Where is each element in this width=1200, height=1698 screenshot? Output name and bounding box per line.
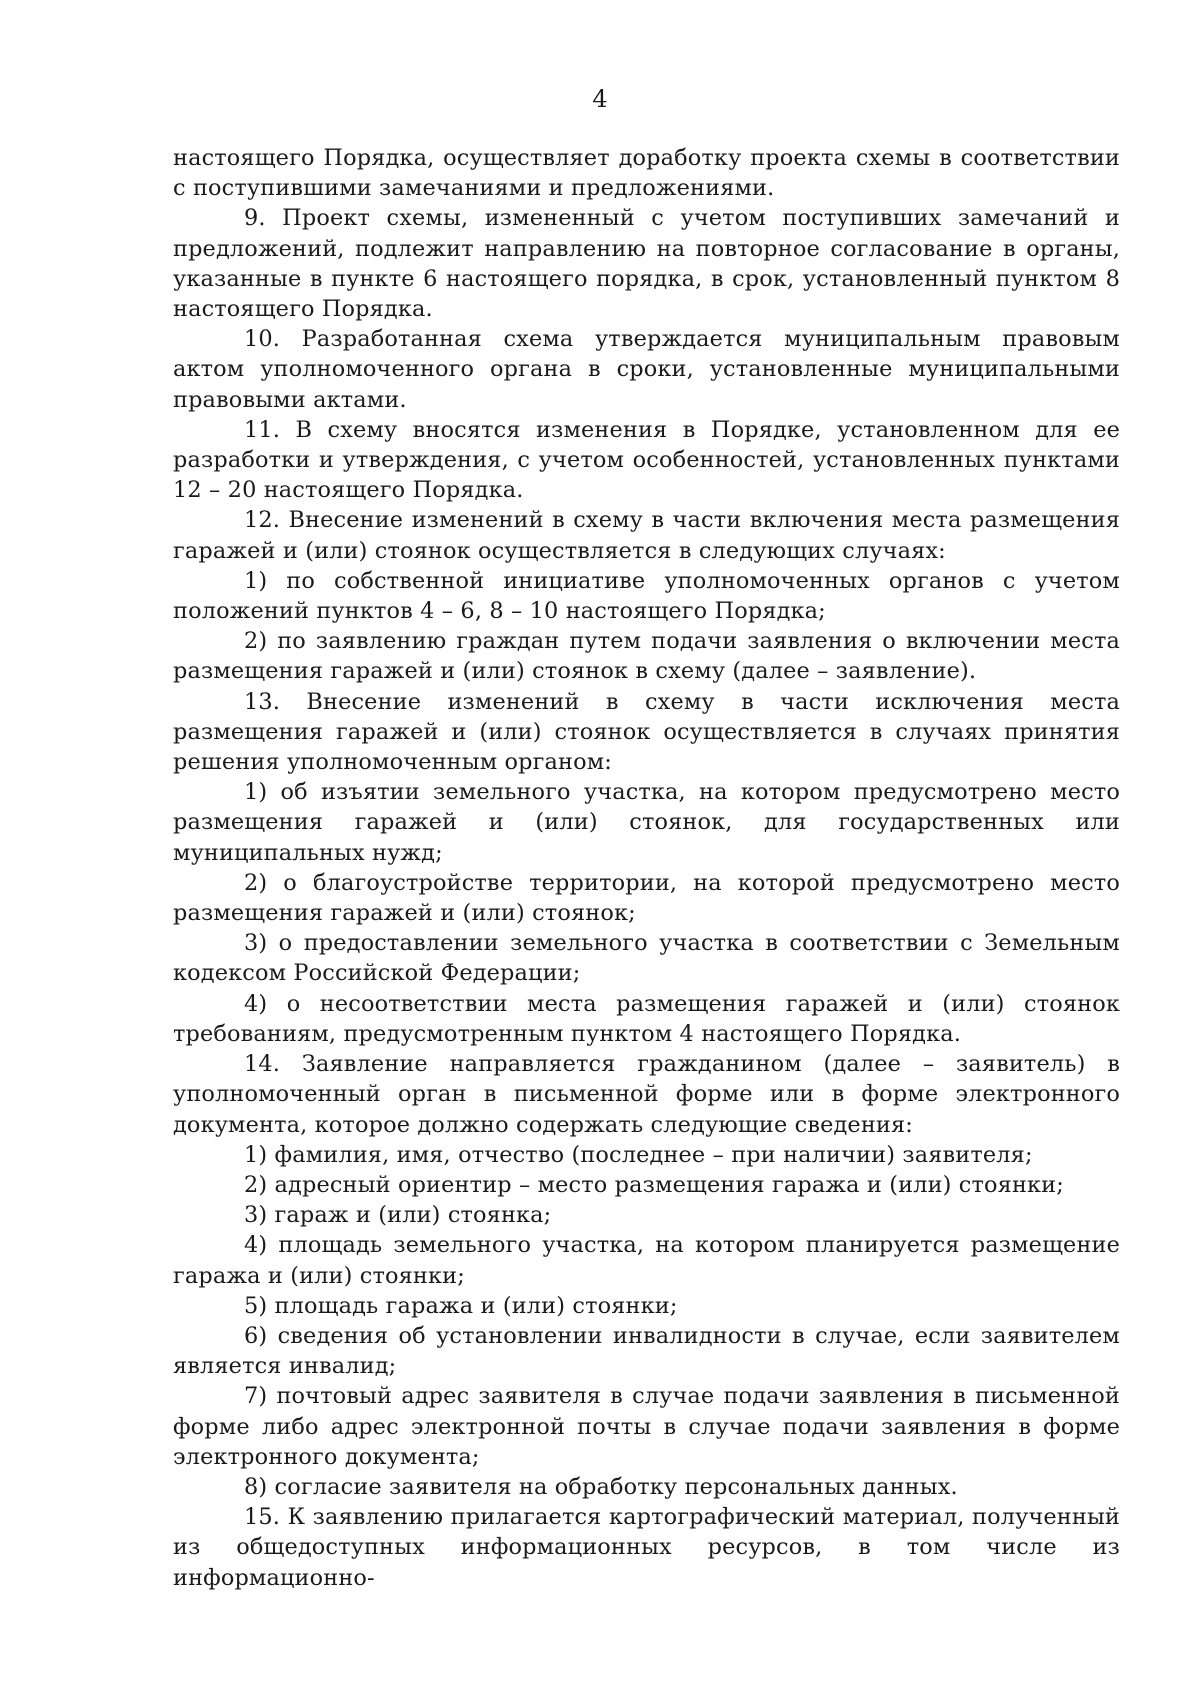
paragraph: 14. Заявление направляется гражданином (далее – заявитель) в уполномоченный орган в письменной форме или в форме электронного документа, которое должно содержать следующие сведения: xyxy=(173,1051,1120,1138)
page-number: 4 xyxy=(592,85,608,113)
paragraph: 1) фамилия, имя, отчество (последнее – при наличии) заявителя; xyxy=(244,1141,1033,1168)
paragraph: 8) согласие заявителя на обработку персональных данных. xyxy=(244,1473,958,1500)
paragraph: 6) сведения об установлении инвалидности в случае, если заявителем является инвалид; xyxy=(173,1322,1120,1380)
paragraph: 3) гараж и (или) стоянка; xyxy=(244,1202,552,1229)
paragraph: 5) площадь гаража и (или) стоянки; xyxy=(244,1292,678,1319)
paragraph: 4) площадь земельного участка, на котором планируется размещение гаража и (или) стоянки; xyxy=(173,1232,1120,1289)
paragraph: 10. Разработанная схема утверждается муниципальным правовым актом уполномоченного органа в сроки, установленные муниципальными правовыми актами. xyxy=(173,326,1120,413)
paragraph: 15. К заявлению прилагается картографический материал, полученный из общедоступных информационных ресурсов, в том числе из информационно- xyxy=(173,1504,1120,1591)
paragraph: 2) адресный ориентир – место размещения гаража и (или) стоянки; xyxy=(244,1171,1064,1198)
paragraph: 1) об изъятии земельного участка, на котором предусмотрено место размещения гаражей и (или) стоянок, для государственных или муниципальных нужд; xyxy=(173,779,1120,866)
paragraph: 2) по заявлению граждан путем подачи заявления о включении места размещения гаражей и (или) стоянок в схему (далее – заявление). xyxy=(173,628,1120,685)
paragraph: 12. Внесение изменений в схему в части включения места размещения гаражей и (или) стоянок осуществляется в следующих случаях: xyxy=(173,507,1120,564)
paragraph: 2) о благоустройстве территории, на которой предусмотрено место размещения гаражей и (или) стоянок; xyxy=(173,869,1120,927)
paragraph: 3) о предоставлении земельного участка в соответствии с Земельным кодексом Российской Федерации; xyxy=(173,930,1120,987)
paragraph: 4) о несоответствии места размещения гаражей и (или) стоянок требованиям, предусмотренным пунктом 4 настоящего Порядка. xyxy=(173,990,1120,1047)
paragraph: 7) почтовый адрес заявителя в случае подачи заявления в письменной форме либо адрес электронной почты в случае подачи заявления в форме электронного документа; xyxy=(173,1383,1120,1470)
document-body xyxy=(173,143,1120,1593)
paragraph: 1) по собственной инициативе уполномоченных органов с учетом положений пунктов 4 – 6, 8 – 10 настоящего Порядка; xyxy=(173,567,1120,625)
paragraph: 9. Проект схемы, измененный с учетом поступивших замечаний и предложений, подлежит направлению на повторное согласование в органы, указанные в пункте 6 настоящего порядка, в срок, установленный пунктом 8 настоящего Порядка. xyxy=(173,205,1120,323)
paragraph: настоящего Порядка, осуществляет доработку проекта схемы в соответствии с поступившими замечаниями и предложениями. xyxy=(173,145,1120,202)
paragraph: 11. В схему вносятся изменения в Порядке, установленном для ее разработки и утверждения, с учетом особенностей, установленных пунктами 12 – 20 настоящего Порядка. xyxy=(173,416,1120,504)
paragraph: 13. Внесение изменений в схему в части исключения места размещения гаражей и (или) стоянок осуществляется в случаях принятия решения уполномоченным органом: xyxy=(173,688,1120,776)
